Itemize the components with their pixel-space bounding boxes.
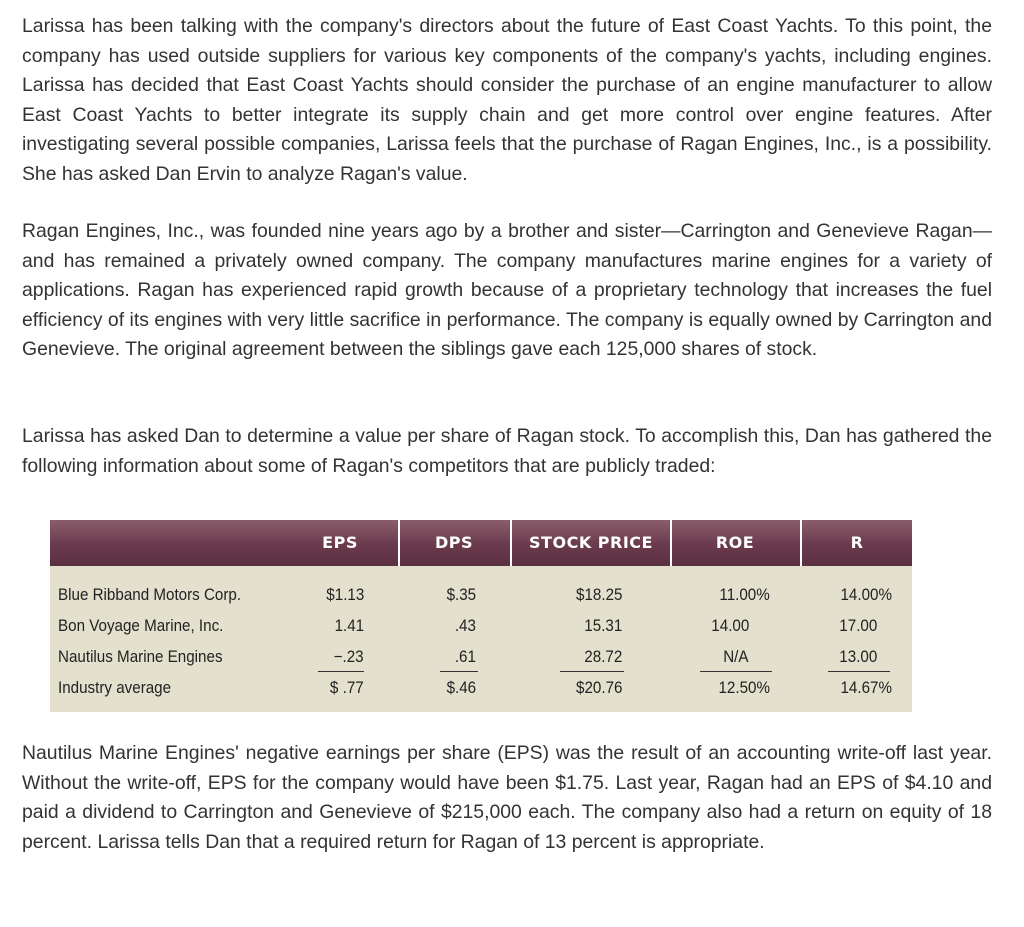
company-name: Industry average	[58, 679, 172, 697]
sum-underline	[828, 671, 890, 672]
cell-r: 14.00%	[840, 586, 892, 604]
cell-roe: 14.00	[711, 617, 749, 635]
cell-eps: $1.13	[326, 586, 364, 604]
company-name: Nautilus Marine Engines	[58, 648, 223, 666]
paragraph-ragan-background: Ragan Engines, Inc., was founded nine years ago by a brother and sister—Carrington and Genevieve Ragan—and has remained a privately owned company. The company manufactures marine engines for a variety of applications. Ragan has experienced rapid growth because of a proprietary technology that increases the fuel efficiency of its engines with very little sacrifice in performance. The company is equally owned by Carrington and Genevieve. The original agreement between the siblings gave each 125,000 shares of stock.	[22, 220, 992, 361]
paragraph-nautilus-note: Nautilus Marine Engines' negative earnings per share (EPS) was the result of an accounting write-off last year. Without the write-off, EPS for the company would have been $1.75. Last year, Ragan had an EPS of $4.10 and paid a dividend to Carrington and Genevieve of $215,000 each. The company also had a return on equity of 18 percent. Larissa tells Dan that a required return for Ragan of 13 percent is appropriate.	[22, 742, 992, 853]
cell-price: 28.72	[584, 648, 622, 666]
sum-underline	[560, 671, 624, 672]
table-header-row	[50, 520, 912, 566]
header-roe: ROE	[715, 533, 755, 552]
table-row	[50, 642, 912, 673]
competitor-table	[50, 520, 912, 712]
paragraph-intro: Larissa has been talking with the company's directors about the future of East Coast Yachts. To this point, the company has used outside suppliers for various key components of the company's yachts, including engines. Larissa has decided that East Coast Yachts should consider the purchase of an engine manufacturer to allow East Coast Yachts to better integrate its supply chain and get more control over engine features. After investigating several possible companies, Larissa feels that the purchase of Ragan Engines, Inc., is a possibility. She has asked Dan Ervin to analyze Ragan's value.	[22, 15, 992, 185]
cell-price: $20.76	[575, 679, 622, 697]
header-eps: EPS	[322, 533, 358, 552]
cell-r: 17.00	[839, 617, 877, 635]
cell-roe: 12.50%	[718, 679, 770, 697]
cell-dps: .43	[454, 617, 476, 635]
table-row	[50, 580, 912, 611]
header-r: R	[850, 533, 864, 552]
cell-price: $18.25	[575, 586, 622, 604]
sum-underline	[440, 671, 478, 672]
sum-underline	[318, 671, 364, 672]
cell-dps: .61	[454, 648, 476, 666]
cell-eps: 1.41	[334, 617, 364, 635]
paragraph-task: Larissa has asked Dan to determine a value per share of Ragan stock. To accomplish this, Dan has gathered the following information about some of Ragan's competitors that are publicly traded:	[22, 425, 992, 477]
company-name: Bon Voyage Marine, Inc.	[58, 617, 224, 635]
cell-roe: N/A	[723, 648, 749, 666]
sum-underline	[700, 671, 772, 672]
cell-r: 14.67%	[840, 679, 892, 697]
cell-dps: $.35	[446, 586, 476, 604]
cell-r: 13.00	[839, 648, 877, 666]
cell-eps: $ .77	[330, 679, 364, 697]
company-name: Blue Ribband Motors Corp.	[58, 586, 242, 604]
cell-dps: $.46	[446, 679, 476, 697]
cell-roe: 11.00%	[719, 586, 770, 604]
cell-eps: −.23	[334, 648, 364, 666]
header-stock-price: STOCK PRICE	[529, 533, 653, 552]
table-row	[50, 611, 912, 642]
table-row	[50, 673, 912, 704]
header-dps: DPS	[434, 533, 474, 552]
cell-price: 15.31	[584, 617, 622, 635]
